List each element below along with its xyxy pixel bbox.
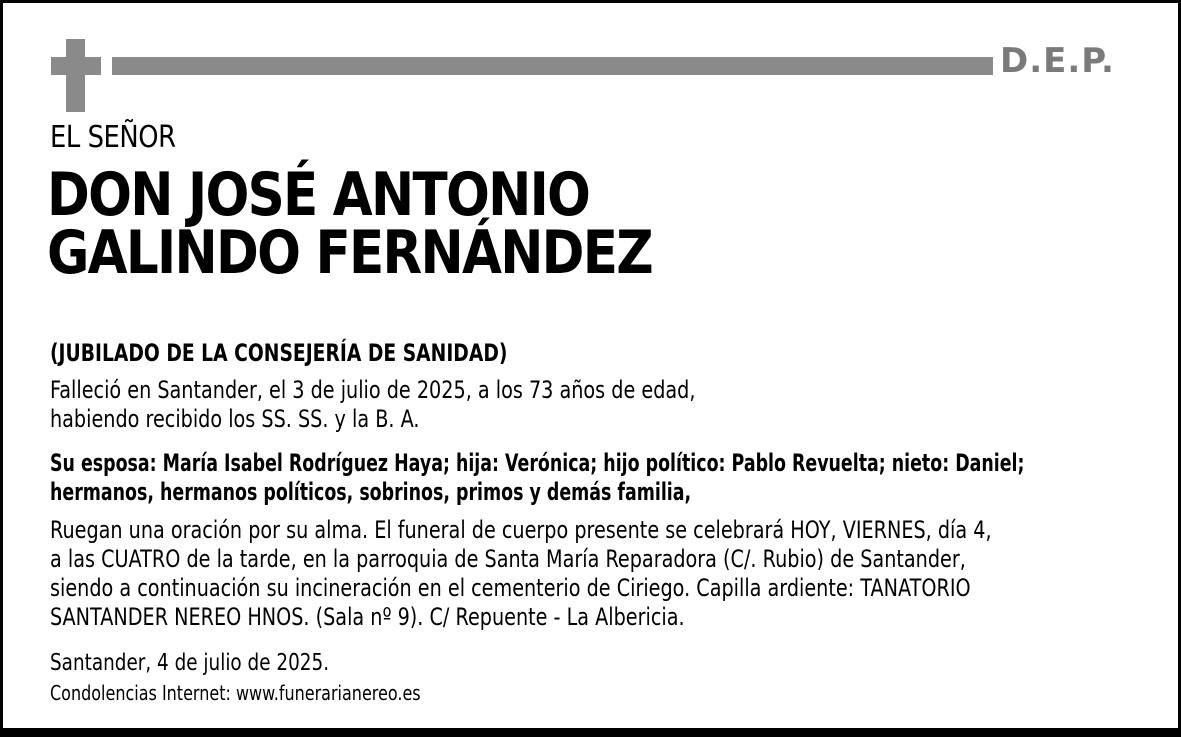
honorific: EL SEÑOR [50, 120, 176, 155]
cross-icon [66, 39, 85, 112]
header-rule [112, 57, 993, 75]
cross-icon-arm [51, 57, 101, 75]
funeral-line: siendo a continuación su incineración en el cementerio de Ciriego. Capilla ardiente: TANATORIO [50, 574, 971, 602]
family-line: Su esposa: María Isabel Rodríguez Haya; hija: Verónica; hijo político: Pablo Revuelta; nieto: Daniel; [50, 449, 1025, 477]
dep-label: D.E.P. [1000, 41, 1115, 81]
deceased-name [47, 160, 653, 288]
death-line: Falleció en Santander, el 3 de julio de 2025, a los 73 años de edad, [50, 376, 696, 404]
role-text: (JUBILADO DE LA CONSEJERÍA DE SANIDAD) [50, 339, 508, 367]
funeral-line: SANTANDER NEREO HNOS. (Sala nº 9). C/ Repuente - La Albericia. [50, 603, 685, 631]
name-line-1: DON JOSÉ ANTONIO [47, 160, 590, 230]
family-line: hermanos, hermanos políticos, sobrinos, primos y demás familia, [50, 478, 692, 506]
family-paragraph [50, 449, 1024, 507]
funeral-line: a las CUATRO de la tarde, en la parroquia de Santa María Reparadora (C/. Rubio) de Santander, [50, 545, 966, 573]
funeral-paragraph [50, 516, 992, 632]
death-paragraph [50, 376, 695, 434]
funeral-line: Ruegan una oración por su alma. El funeral de cuerpo presente se celebrará HOY, VIERNES, día 4, [50, 516, 992, 544]
place-date: Santander, 4 de julio de 2025. [50, 650, 330, 676]
condolences-link[interactable]: Condolencias Internet: www.funerarianereo.es [50, 681, 421, 705]
death-line: habiendo recibido los SS. SS. y la B. A. [50, 405, 420, 433]
name-line-2: GALINDO FERNÁNDEZ [47, 218, 653, 288]
